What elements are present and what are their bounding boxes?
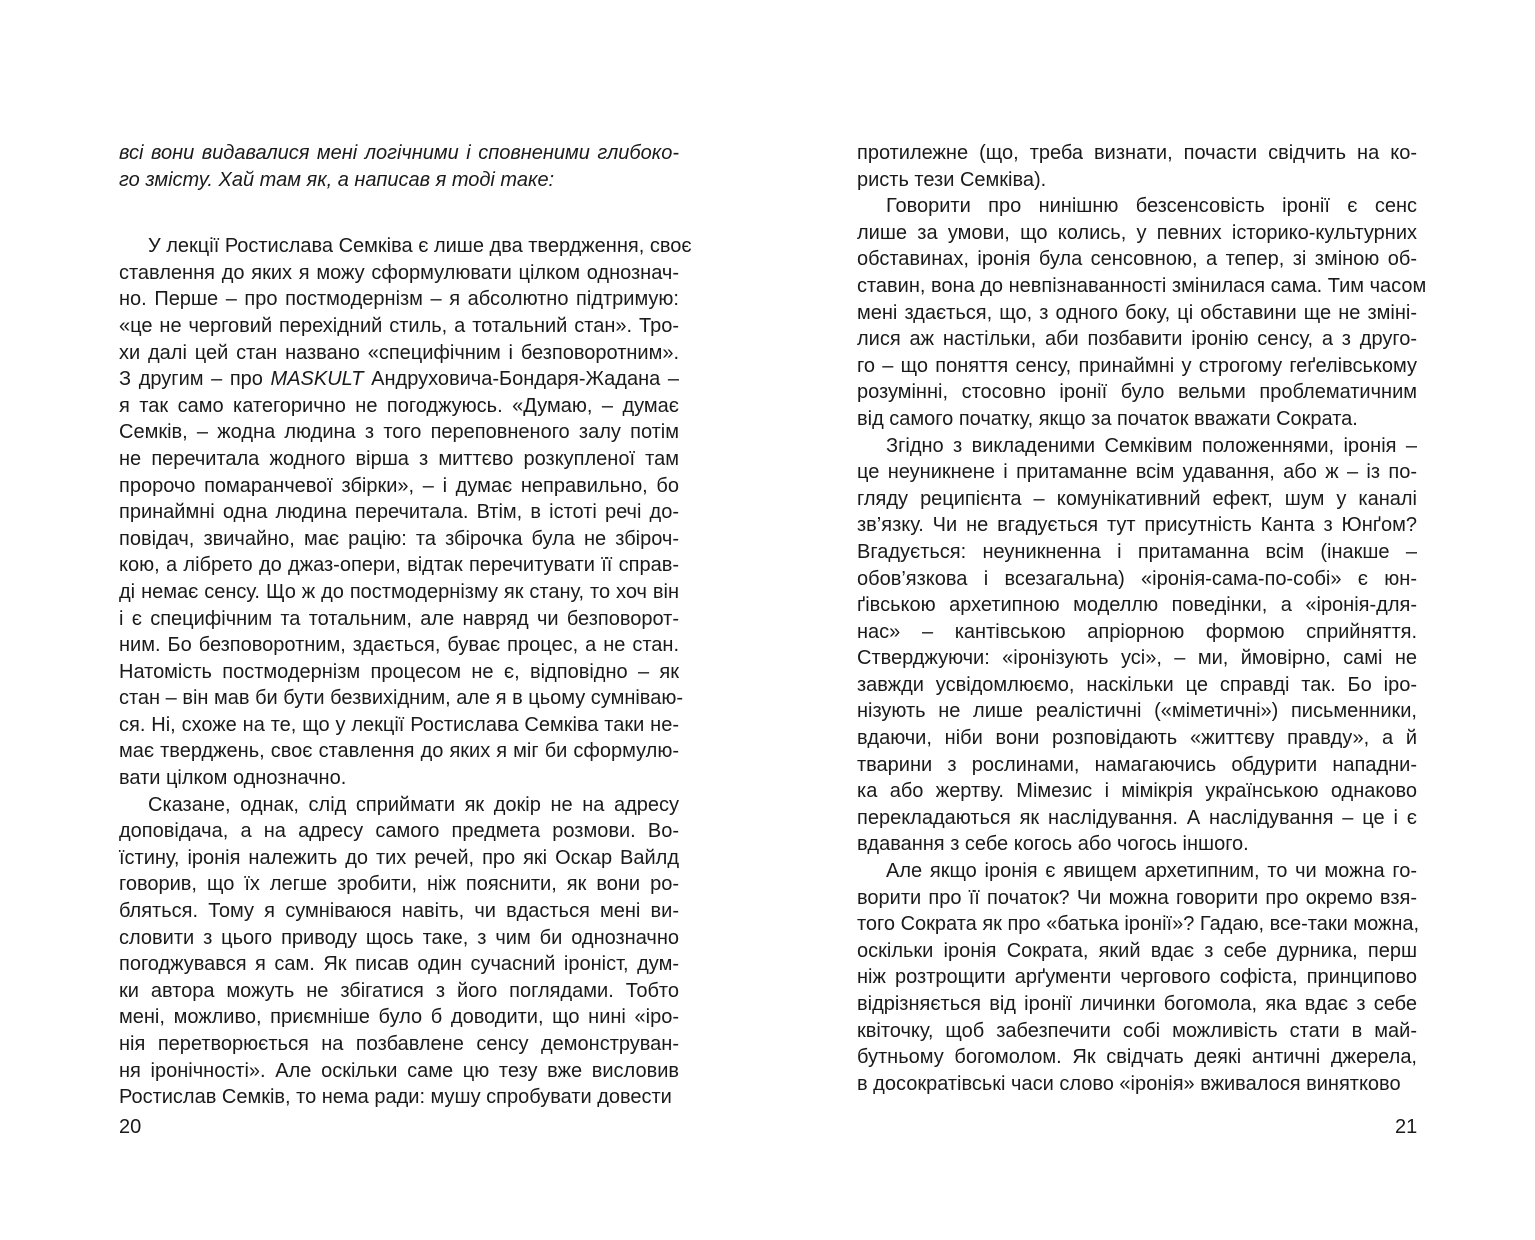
- text-line: ристь тези Семківа).: [857, 168, 1047, 191]
- right-page: [857, 140, 1427, 1150]
- text-line: тварини з рослинами, намагаючись обдурити нападни-: [857, 753, 1417, 776]
- text-line: пророчо помаранчевої збірки», – і думає неправильно, бо: [119, 474, 679, 497]
- text-line: мені, можливо, приємніше було б доводити, що нині «іро-: [119, 1006, 679, 1029]
- text-line: це неуникнене і притаманне всім удавання, або ж – із по-: [857, 461, 1417, 484]
- text-line: ка або жертву. Мімезис і мімікрія українською однаково: [857, 780, 1417, 803]
- text-line: нізують не лише реалістичні («міметичні») письменники,: [857, 700, 1417, 723]
- left-page: [119, 140, 692, 1150]
- text-line: ставлення до яких я можу сформулювати цілком однознач-: [119, 261, 679, 284]
- text-line: лише за умови, що колись, у певних історико-культурних: [857, 221, 1417, 244]
- section-gap: [119, 193, 679, 233]
- text-line: квіточку, щоб забезпечити собі можливість стати в май-: [857, 1019, 1417, 1042]
- text-line: вдавання з себе когось або чогось іншого.: [857, 833, 1249, 856]
- emphasized-title: MASKULT: [270, 368, 364, 391]
- left-page-body: [119, 233, 692, 1111]
- italic-intro: [119, 140, 679, 193]
- paragraph: [857, 433, 1417, 859]
- text-line: бутньому богомолом. Як свідчать деякі античні джерела,: [857, 1046, 1417, 1069]
- text-line: У лекції Ростислава Семківа є лише два твердження, своє: [148, 235, 692, 258]
- text-line: ді немає сенсу. Що ж до постмодернізму як стану, то хоч він: [119, 580, 679, 603]
- text-line: від самого початку, якщо за початок вважати Сократа.: [857, 407, 1358, 430]
- text-line: кою, а лібрето до джаз-опери, відтак перечитувати її справ-: [119, 554, 679, 577]
- text-line: Говорити про нинішню безсенсовість іронії є сенс: [886, 195, 1417, 218]
- text-line: мені здається, що, з одного боку, ці обставини ще не змінi-: [857, 301, 1417, 324]
- text-line: Ростислав Семків, то нема ради: мушу спробувати довести: [119, 1086, 672, 1109]
- text-line: принаймні одна людина перечитала. Втім, в істоті речі до-: [119, 501, 679, 524]
- page-number-left: 20: [119, 1116, 142, 1138]
- text-line: ставин, вона до невпізнаванності змінилася сама. Тим часом: [857, 274, 1427, 297]
- text-line: «це не черговий перехідний стиль, а тотальний стан». Тро-: [119, 314, 679, 337]
- text-line: ки автора можуть не збігатися з його поглядами. Тобто: [119, 979, 679, 1002]
- text-line: протилежне (що, треба визнати, почасти свідчить на ко-: [857, 142, 1417, 164]
- text-line: завжди усвідомлюємо, наскільки це справді так. Бо іро-: [857, 673, 1417, 696]
- text-line: і є специфічним та тотальним, але навряд чи безповорот-: [119, 607, 679, 630]
- text-line: Але якщо іронія є явищем архетипним, то чи можна го-: [886, 860, 1417, 883]
- paragraph: [857, 193, 1427, 432]
- text-line: хи далі цей стан названо «специфічним і безповоротним».: [119, 341, 679, 364]
- text-line: З другим – про MASKULT Андруховича-Бондаря-Жадана –: [119, 368, 679, 391]
- text-line: того Сократа як про «батька іронії»? Гадаю, все-таки можна,: [857, 913, 1420, 936]
- text-line: Натомість постмодернізм процесом не є, відповідно – як: [119, 660, 679, 683]
- text-line: ворити про її початок? Чи можна говорити про окремо взя-: [857, 886, 1417, 909]
- text-line: перекладаються як наслідування. А наслідування – це і є: [857, 806, 1417, 829]
- text-line: нас» – кантівською апріорною формою сприйняття.: [857, 620, 1417, 643]
- text-line: розумінні, стосовно іронії було вельми проблематичним: [857, 381, 1417, 404]
- text-line: ніж розтрощити арґументи чергового софіста, принципово: [857, 966, 1417, 989]
- text-line: лися аж настільки, аби позбавити іронію сенсу, а з друго-: [857, 328, 1417, 351]
- text-line: вдаючи, ніби вони розповідають «життєву правду», а й: [857, 727, 1417, 750]
- text-line: не перечитала жодного вірша з миттєво розкупленої там: [119, 447, 679, 470]
- text-line: ся. Ні, схоже на те, що у лекції Ростислава Семківа таки не-: [119, 713, 679, 736]
- text-line: ня іронічності». Але оскільки саме цю тезу вже висловив: [119, 1059, 679, 1082]
- text-line: но. Перше – про постмодернізм – я абсолютно підтримую:: [119, 288, 679, 311]
- text-line: має тверджень, своє ставлення до яких я міг би сформулю-: [119, 740, 679, 763]
- text-line: Вгадується: неуникненна і притаманна всім (інакше –: [857, 540, 1417, 563]
- paragraph: [857, 140, 1417, 193]
- text-line: повідач, звичайно, має рацію: та збірочка була не збіроч-: [119, 527, 679, 550]
- text-line: гляду реципієнта – комунікативний ефект, шум у каналі: [857, 487, 1417, 510]
- paragraph: [857, 858, 1420, 1097]
- text-line: доповідача, а на адресу самого предмета розмови. Во-: [119, 820, 679, 843]
- text-line: нія перетворюється на позбавлене сенсу демонструван-: [119, 1033, 679, 1055]
- text-line: в досократівські часи слово «іронія» вживалося винятково: [857, 1072, 1401, 1095]
- text-line: словити з цього приводу щось таке, з чим би однозначно: [119, 926, 679, 949]
- right-page-body: [857, 140, 1427, 1097]
- text-line: всі вони видавалися мені логічними і сповненими глибоко-: [119, 142, 679, 164]
- text-line: бляться. Тому я сумніваюся навіть, чи вдасться мені ви-: [119, 900, 679, 923]
- text-line: ґівською архетипною моделлю поведінки, а «іронія-для-: [857, 594, 1417, 617]
- text-line: обставинах, іронія була сенсовною, а тепер, зі зміною об-: [857, 248, 1417, 271]
- text-line: го – що поняття сенсу, принаймні у строгому геґелівському: [857, 354, 1417, 377]
- text-line: го змісту. Хай там як, а написав я тоді таке:: [119, 168, 555, 191]
- text-line: стан – він мав би бути безвихідним, але я в цьому сумніваю-: [119, 687, 683, 710]
- text-line: погоджувався я сам. Як писав один сучасний іроніст, дум-: [119, 953, 679, 976]
- text-line: Сказане, однак, слід сприймати як докір не на адресу: [148, 793, 679, 816]
- paragraph: [119, 792, 679, 1111]
- text-line: вати цілком однозначно.: [119, 767, 347, 790]
- text-line: Семків, – жодна людина з того переповненого залу потім: [119, 421, 679, 444]
- text-line: обов’язкова і всезагальна) «іронія-сама-по-собі» є юн-: [857, 567, 1417, 590]
- text-line: говорив, що їх легше зробити, ніж пояснити, як вони ро-: [119, 873, 679, 896]
- text-line: оскільки іронія Сократа, який вдає з себе дурника, перш: [857, 939, 1417, 962]
- paragraph: [119, 233, 692, 791]
- text-line: зв’язку. Чи не вгадується тут присутність Канта з Юнґом?: [857, 514, 1417, 537]
- text-line: ним. Бо безповоротним, здається, буває процес, а не стан.: [119, 634, 679, 657]
- page-number-right: 21: [1395, 1116, 1418, 1138]
- text-line: Згідно з викладеними Семківим положеннями, іронія –: [886, 434, 1417, 457]
- text-line: Стверджуючи: «іронізують усі», – ми, ймовірно, самі не: [857, 647, 1417, 670]
- text-line: я так само категорично не погоджуюсь. «Думаю, – думає: [119, 394, 679, 417]
- text-line: їстину, іронія належить до тих речей, про які Оскар Вайлд: [119, 846, 679, 869]
- text-line: відрізняється від іронії личинки богомола, яка вдає з себе: [857, 993, 1417, 1015]
